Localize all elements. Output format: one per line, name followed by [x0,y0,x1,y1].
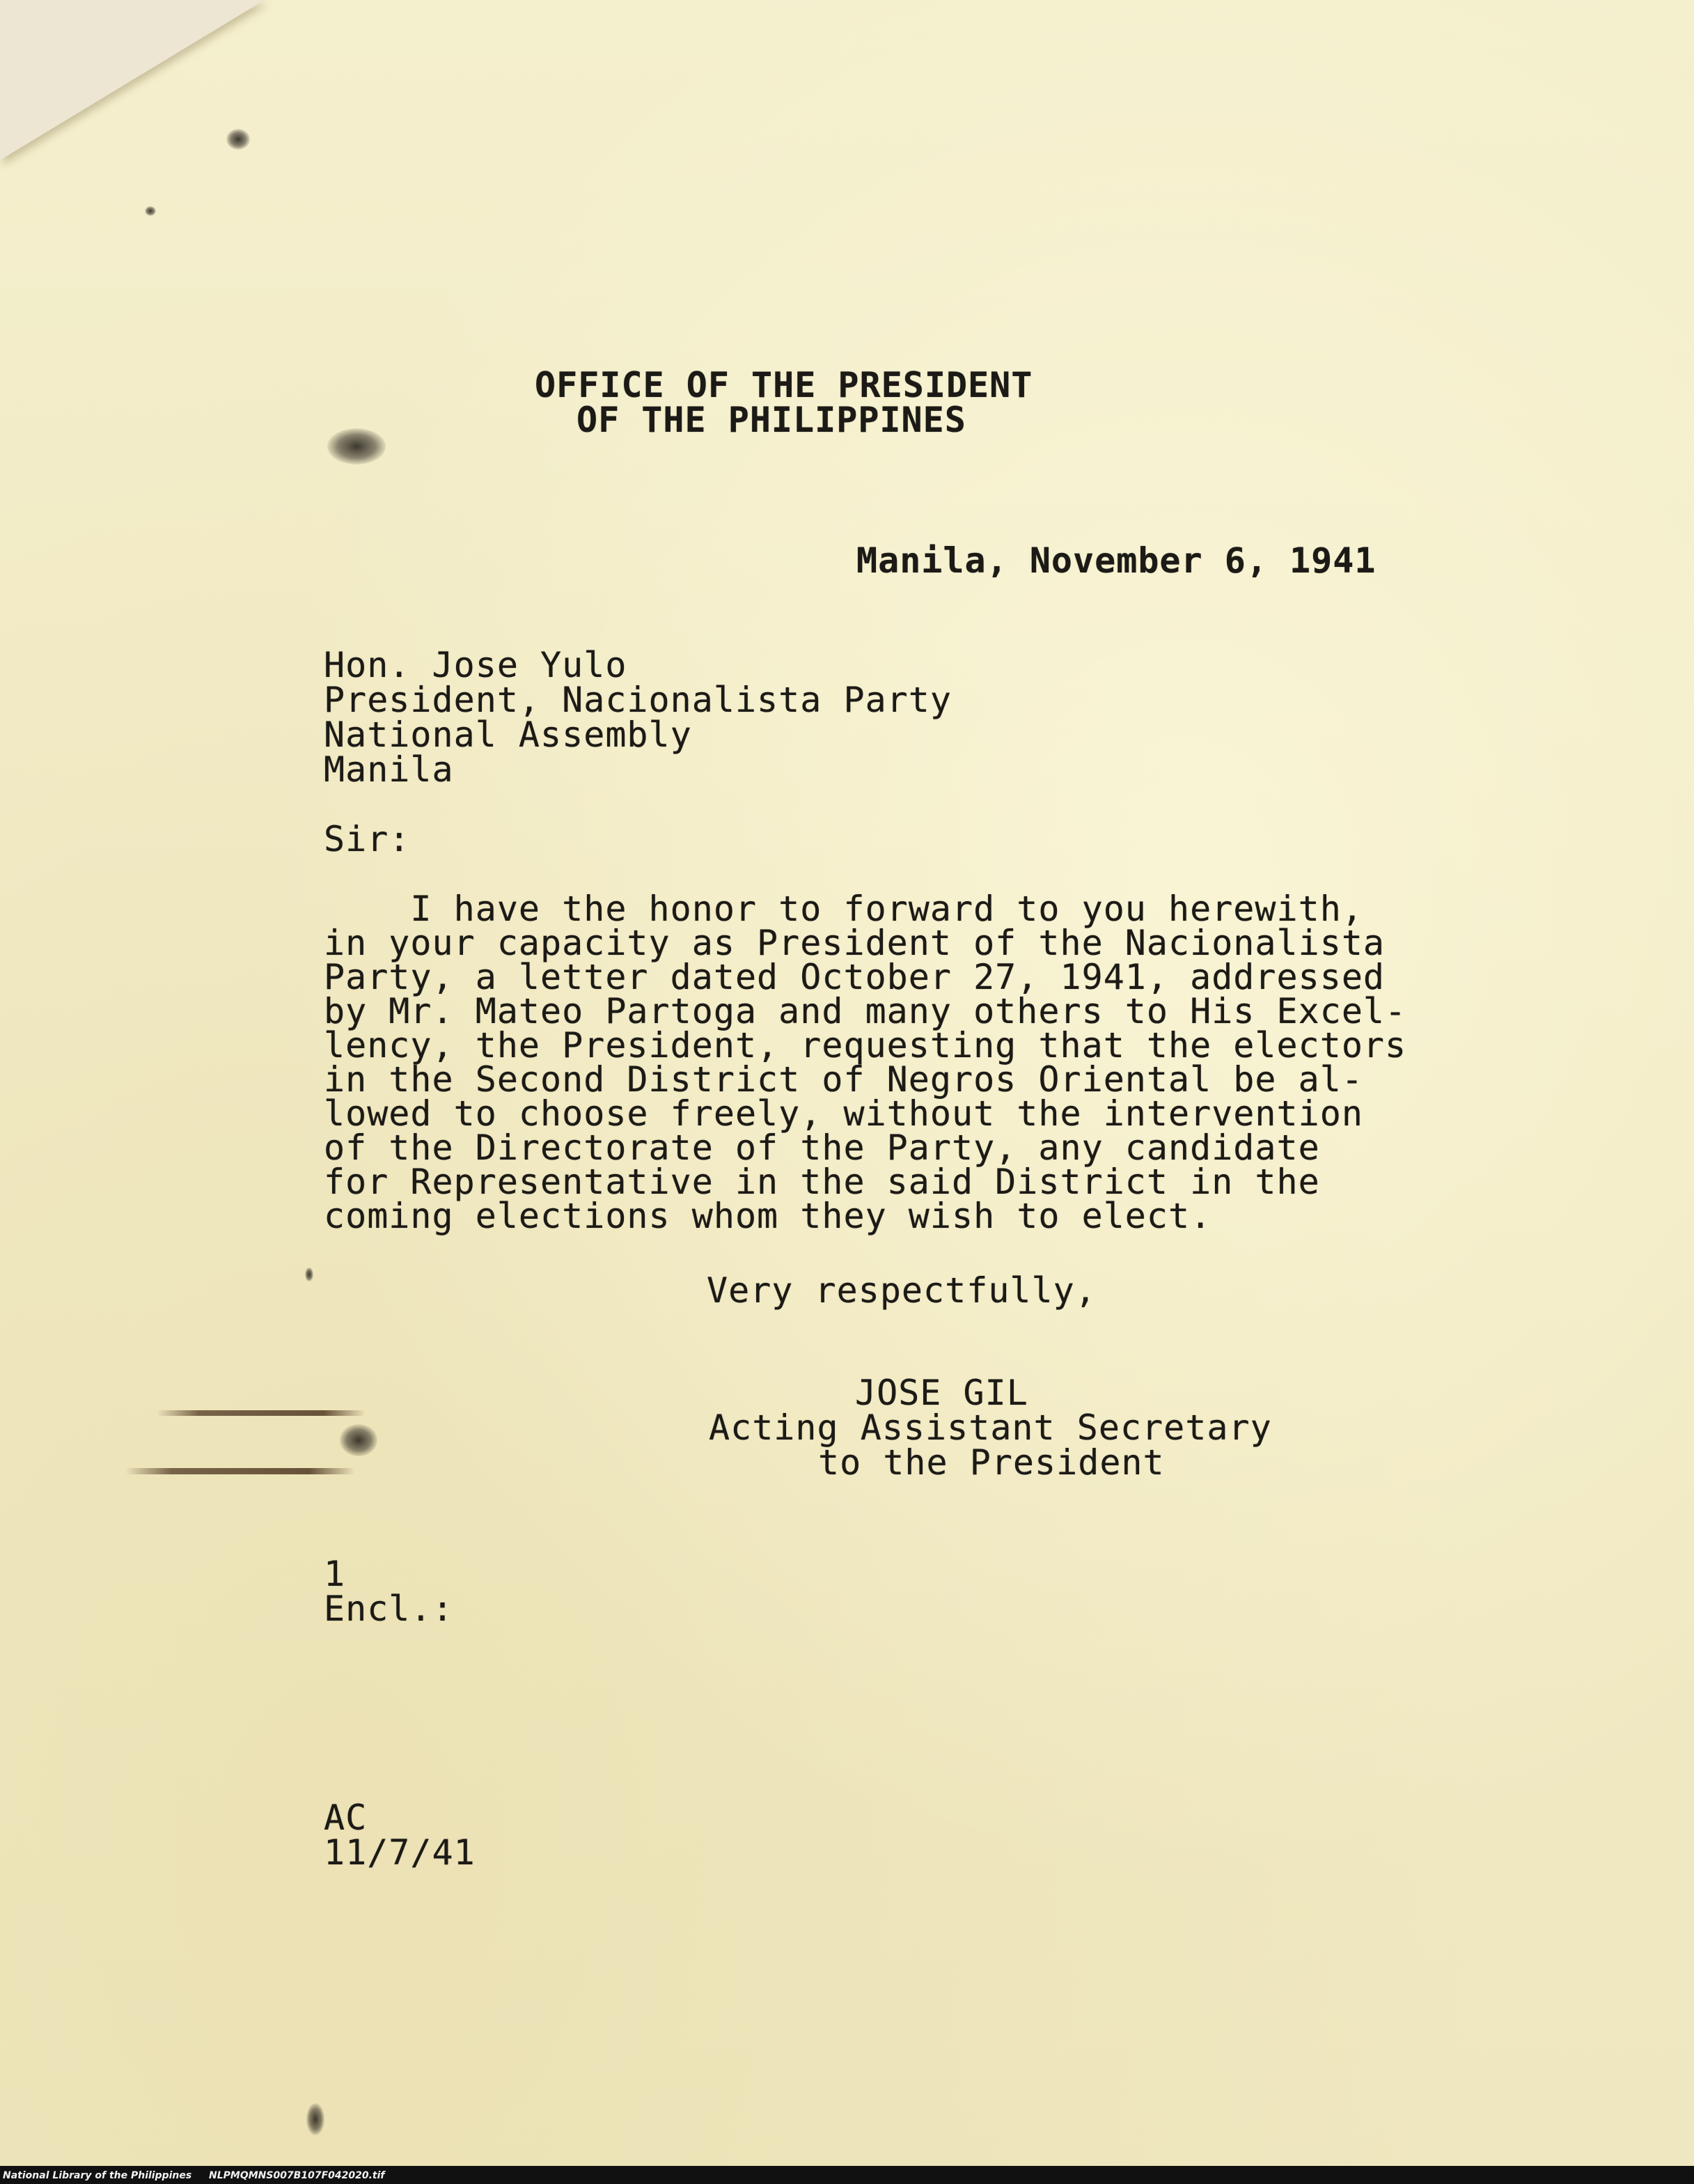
ink-spot [305,1268,313,1281]
folded-corner [0,0,265,160]
letterhead-line-1: OFFICE OF THE PRESIDENT [535,365,1033,405]
addressee-name: Hon. Jose Yulo [324,645,627,685]
addressee-organization: National Assembly [324,715,692,755]
paperclip-rust-mark [157,1410,366,1416]
enclosure-label: Encl.: [324,1589,454,1629]
body-line: in the Second District of Negros Oriental be al- [324,1059,1363,1100]
closing: Very respectfully, [707,1270,1097,1311]
body-line: for Representative in the said District in the [324,1162,1320,1202]
body-line: lency, the President, requesting that the electors [324,1025,1407,1066]
body-line: coming elections whom they wish to elect. [324,1196,1212,1236]
reference-date: 11/7/41 [324,1832,476,1873]
signatory-title: Acting Assistant Secretary [709,1407,1272,1448]
ink-spot [306,2103,324,2135]
ink-smudge [340,1424,377,1456]
letterhead-line-2: OF THE PHILIPPINES [577,400,966,440]
body-line: I have the honor to forward to you herewith, [324,889,1363,929]
enclosure-count: 1 [324,1554,346,1594]
body-line: Party, a letter dated October 27, 1941, addressed [324,957,1386,997]
dateline: Manila, November 6, 1941 [856,540,1377,581]
ink-spot [226,129,250,150]
paperclip-rust-mark [125,1468,355,1474]
ink-smudge [327,428,386,465]
ink-spot [145,206,156,216]
body-line: lowed to choose freely, without the intervention [324,1093,1363,1134]
footer-library-name: National Library of the Philippines [3,2170,192,2181]
body-line: by Mr. Mateo Partoga and many others to His Excel- [324,991,1407,1031]
footer-file-id: NLPMQMNS007B107F042020.tif [209,2170,385,2181]
addressee-title: President, Nacionalista Party [324,680,952,720]
body-line: in your capacity as President of the Nacionalista [324,923,1386,963]
salutation: Sir: [324,819,411,859]
signatory-name: JOSE GIL [855,1373,1028,1413]
addressee-city: Manila [324,749,454,790]
signatory-title-continued: to the President [818,1442,1165,1483]
reference-initials: AC [324,1797,368,1838]
body-line: of the Directorate of the Party, any candidate [324,1128,1320,1168]
